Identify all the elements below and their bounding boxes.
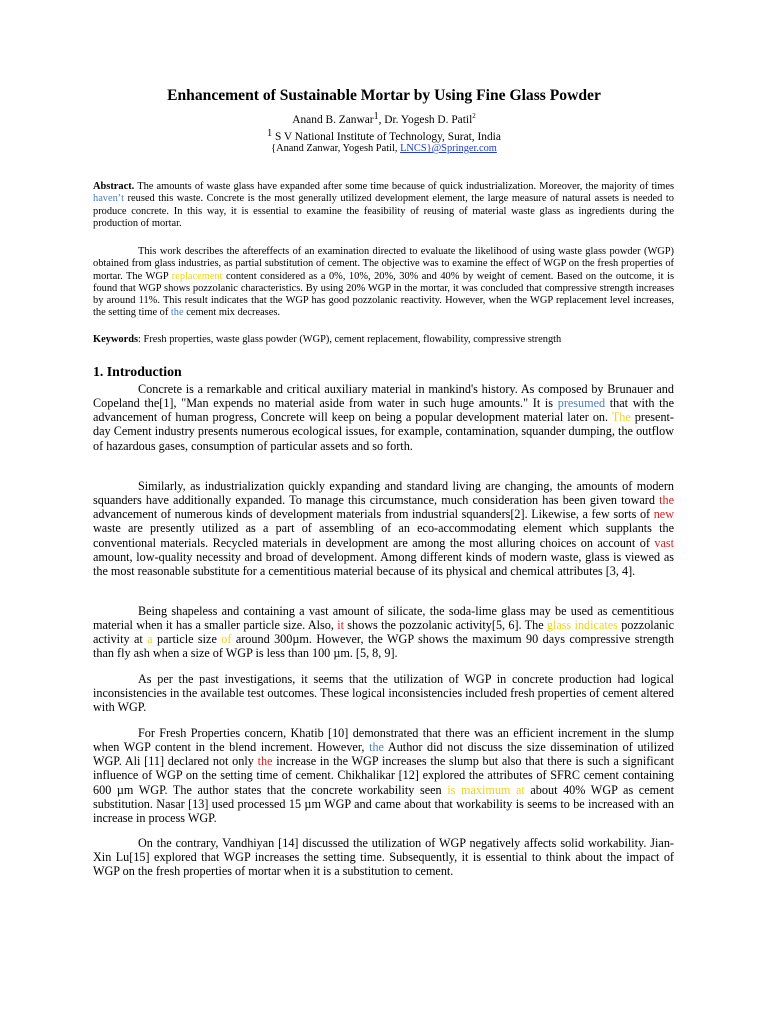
highlighted-word: new: [653, 507, 674, 522]
keywords: [93, 334, 674, 346]
paragraph-text: Similarly, as industrialization quickly expanding and standard living are changing, the amounts of modern squanders have additionally expanded. To manage this circumstance, much consideration has been given toward: [93, 479, 674, 508]
paragraph-text: Being shapeless and containing a vast amount of silicate, the soda-lime glass may be used as cementitious material when it has a smaller particle size. Also,: [93, 604, 674, 633]
intro-paragraph-3: [93, 604, 674, 661]
paragraph-text: waste are presently utilized as a part of assembling of an eco-accommodating element which supplants the conventional materials. Recycled materials in development are among the most alluring choices on account of: [93, 521, 674, 550]
paragraph-text: Author did not discuss the size dissemination of utilized WGP. Ali [11] declared not only: [93, 740, 674, 769]
affiliation-text: S V National Institute of Technology, Surat, India: [272, 130, 501, 143]
paragraph-text: For Fresh Properties concern, Khatib [10] demonstrated that there was an efficient increment in the slump when WGP content in the blend increment. However,: [93, 726, 674, 755]
author-2: , Dr. Yogesh D. Patil: [378, 113, 473, 126]
paragraph-text: about 40% WGP as cement substitution. Nasar [13] used processed 15 µm WGP and came about that workability is seems to be increased with an increase in process WGP.: [93, 782, 674, 825]
author-1-sup: 1: [373, 111, 379, 122]
intro-paragraph-4: As per the past investigations, it seems that the utilization of WGP in concrete production had logical inconsistencies in the available test outcomes. These logical inconsistencies included fresh properties of cement altered with WGP.: [93, 672, 674, 715]
highlighted-word: a: [147, 632, 153, 647]
highlighted-word: it: [337, 618, 344, 633]
paragraph-text: advancement of numerous kinds of development materials from industrial squanders[2]. Likewise, a few sorts of: [93, 507, 654, 522]
intro-paragraph-2: [93, 479, 674, 578]
email-link[interactable]: LNCS}@Springer.com: [400, 143, 497, 154]
highlighted-word: the: [170, 307, 184, 319]
keywords-text: : Fresh properties, waste glass powder (WGP), cement replacement, flowability, compressive strength: [138, 334, 562, 345]
section-heading-introduction: 1. Introduction: [93, 364, 182, 379]
abstract-text: content considered as a 0%, 10%, 20%, 30% and 40% by weight of cement. Based on the outcome, it is found that WGP shows pozzolanic characteristics. By using 20% WGP in the mortar, it was concluded that compressive strength increases by around 11%. This result indicates that the WGP has good pozzolanic reactivity. However, when the WGP replacement level increases, the setting time of: [93, 270, 674, 319]
abstract-label: Abstract.: [93, 181, 135, 192]
email-prefix: {Anand Zanwar, Yogesh Patil,: [271, 143, 401, 154]
abstract-text: The amounts of waste glass have expanded after some time because of quick industrialization. Moreover, the majority of times: [134, 181, 674, 192]
author-line: [0, 109, 768, 127]
paragraph-text: Concrete is a remarkable and critical auxiliary material in mankind's history. As composed by Brunauer and Copeland the[1], "Man expends no material aside from water in such huge amounts." It is: [93, 382, 674, 411]
paragraph-text: amount, low-quality necessity and broad of development. Among different kinds of modern waste, glass is viewed as the most reasonable substitute for a cementitious material because of its physical and chemical attributes [3, 4].: [93, 549, 674, 578]
email-line: [0, 142, 768, 156]
paragraph-text: particle size: [152, 632, 222, 647]
paragraph-text: around 300µm. However, the WGP shows the maximum 90 days compressive strength than fly ash when a size of WGP is less than 100 µm. [5, 8, 9].: [93, 632, 674, 661]
highlighted-word: the: [369, 740, 384, 755]
author-1: Anand B. Zanwar: [292, 113, 374, 126]
highlighted-word: glass indicates: [546, 618, 618, 633]
paper-title: Enhancement of Sustainable Mortar by Using Fine Glass Powder: [167, 87, 601, 104]
highlighted-word: the: [659, 493, 674, 508]
highlighted-word: the: [257, 754, 273, 769]
abstract-paragraph-1: [93, 181, 674, 230]
keywords-label: Keywords: [93, 334, 139, 345]
highlighted-word: vast: [654, 535, 674, 550]
abstract-paragraph-2: [93, 246, 674, 320]
abstract-text: reused this waste. Concrete is the most generally utilized development element, the large measure of natural assets is needed to produce concrete. In this way, it is essential to examine the feasibility of reusing of material waste glass as ingredients during the production of mortar.: [93, 193, 674, 229]
abstract-text: This work describes the aftereffects of an examination directed to evaluate the likelihood of using waste glass powder (WGP) obtained from glass industries, as partial substitution of cement. The objective was to examine the effect of WGP on the fresh properties of mortar. The WGP: [93, 246, 674, 282]
paragraph-text: that with the advancement of human progress, Concrete will keep on being a popular development material later on.: [93, 396, 674, 425]
abstract-text: cement mix decreases.: [183, 307, 280, 319]
highlighted-word: haven’t: [93, 193, 124, 205]
highlighted-word: The: [611, 410, 631, 425]
author-2-sup: 2: [472, 112, 476, 120]
intro-paragraph-5: [93, 726, 674, 825]
paragraph-text: pozzolanic activity at: [93, 618, 674, 647]
paragraph-text: increase in the WGP increases the slump but also that there is such a significant influence of WGP on the setting time of cement. Chikhalikar [12] explored the attributes of SFRC cement containing 600 µm WGP. The author states that the concrete workability seen: [93, 754, 674, 797]
highlighted-word: replacement: [171, 270, 223, 282]
highlighted-word: is maximum at: [447, 782, 525, 797]
highlighted-word: of: [221, 632, 232, 647]
intro-paragraph-6: On the contrary, Vandhiyan [14] discussed the utilization of WGP negatively affects solid workability. Jian- Xin Lu[15] explored that WGP increases the setting time. Subsequently, it is essential to think about the impact of WGP on the fresh properties of mortar when it is a substitution to cement.: [93, 836, 674, 879]
highlighted-word: presumed: [557, 396, 606, 411]
intro-paragraph-1: [93, 382, 674, 453]
paragraph-text: shows the pozzolanic activity[5, 6]. The: [344, 618, 547, 633]
affiliation-sup: 1: [267, 128, 273, 139]
paragraph-text: present-day Cement industry presents numerous ecological issues, for example, contamination, squander dumping, the outflow of hazardous gases, consumption of particular assets and so forth.: [93, 410, 674, 453]
